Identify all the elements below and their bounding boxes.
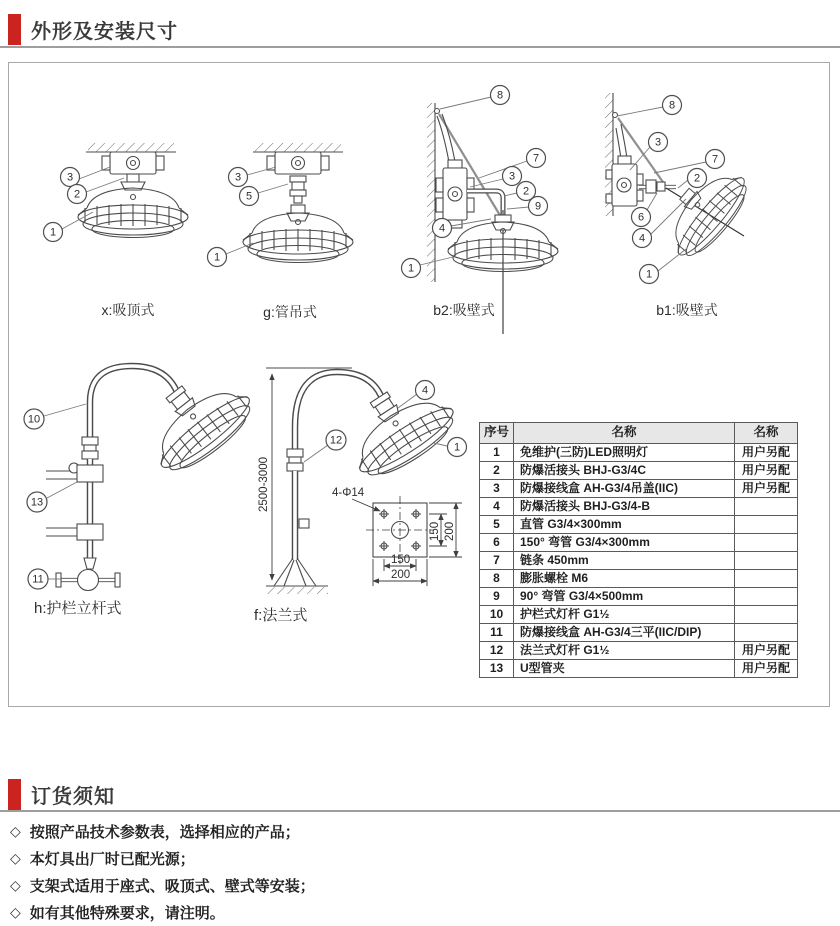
flange-plate-detail — [332, 487, 462, 586]
drawing-wall-mount-b1 — [605, 93, 757, 284]
table-cell: 5 — [480, 516, 514, 534]
flange-dim-150-h: 150 — [391, 554, 411, 566]
table-row — [480, 624, 798, 642]
callout-3: 3 — [234, 171, 242, 184]
section1-title: 外形及安装尺寸 — [31, 21, 178, 43]
callout-1: 1 — [453, 441, 461, 454]
callout-4: 4 — [438, 222, 446, 235]
table-row — [480, 660, 798, 678]
caption-wall-mount-b2: b2:吸壁式 — [433, 302, 495, 318]
table-row — [480, 480, 798, 498]
diamond-bullet-icon: ◇ — [10, 877, 21, 893]
table-cell: 用户另配 — [735, 642, 798, 660]
drawing-guardrail-pole-mount — [24, 358, 261, 590]
col-header-index: 序号 — [480, 423, 514, 444]
callout-6: 6 — [637, 211, 645, 224]
table-cell: 150° 弯管 G3/4×300mm — [514, 534, 735, 552]
note-text: 支架式适用于座式、吸顶式、壁式等安装； — [29, 878, 315, 895]
table-row — [480, 498, 798, 516]
note-text: 按照产品技术参数表，选择相应的产品； — [29, 824, 300, 841]
table-cell: 13 — [480, 660, 514, 678]
table-row — [480, 588, 798, 606]
table-cell: 防爆接线盒 AH-G3/4三平(IIC/DIP) — [514, 624, 735, 642]
note-item — [10, 818, 830, 845]
callout-11: 11 — [32, 573, 44, 586]
caption-pendant-mount: g:管吊式 — [263, 304, 317, 320]
flange-holes-label: 4-Φ14 — [332, 487, 365, 499]
drawing-wall-mount-b2 — [402, 86, 559, 335]
table-row — [480, 462, 798, 480]
callout-2: 2 — [693, 172, 701, 185]
table-cell: 9 — [480, 588, 514, 606]
diamond-bullet-icon: ◇ — [10, 904, 21, 920]
section2-title: 订货须知 — [31, 786, 115, 808]
table-cell: 7 — [480, 552, 514, 570]
table-cell: 直管 G3/4×300mm — [514, 516, 735, 534]
table-row — [480, 534, 798, 552]
table-row — [480, 516, 798, 534]
callout-1: 1 — [645, 268, 653, 281]
drawing-ceiling-mount — [44, 143, 189, 242]
table-cell: 用户另配 — [735, 462, 798, 480]
callout-13: 13 — [30, 496, 44, 509]
table-cell: 免维护(三防)LED照明灯 — [514, 444, 735, 462]
drawing-pendant-mount — [208, 143, 354, 267]
table-row — [480, 444, 798, 462]
callout-10: 10 — [27, 413, 41, 426]
caption-wall-mount-b1: b1:吸壁式 — [656, 302, 718, 318]
section2-rule — [0, 810, 840, 812]
table-cell — [735, 516, 798, 534]
callout-1: 1 — [49, 226, 57, 239]
table-cell: 链条 450mm — [514, 552, 735, 570]
table-cell: 用户另配 — [735, 444, 798, 462]
callout-8: 8 — [496, 89, 504, 102]
table-cell: 10 — [480, 606, 514, 624]
section1-accent-bar — [8, 14, 21, 45]
table-row — [480, 606, 798, 624]
table-cell: 膨胀螺栓 M6 — [514, 570, 735, 588]
callout-1: 1 — [407, 262, 415, 275]
table-cell: 6 — [480, 534, 514, 552]
table-cell — [735, 534, 798, 552]
table-cell: 4 — [480, 498, 514, 516]
note-item — [10, 899, 830, 926]
callout-4: 4 — [421, 384, 429, 397]
note-item — [10, 845, 830, 872]
section1-rule — [0, 46, 840, 48]
table-cell: 3 — [480, 480, 514, 498]
callout-7: 7 — [532, 152, 540, 165]
callout-3: 3 — [508, 170, 516, 183]
table-cell: 用户另配 — [735, 660, 798, 678]
table-cell: 2 — [480, 462, 514, 480]
callout-3: 3 — [66, 171, 74, 184]
flange-dim-150-v: 150 — [429, 521, 441, 541]
table-cell: 防爆活接头 BHJ-G3/4C — [514, 462, 735, 480]
table-cell — [735, 606, 798, 624]
table-cell: 防爆活接头 BHJ-G3/4-B — [514, 498, 735, 516]
table-row — [480, 552, 798, 570]
section2-accent-bar — [8, 779, 21, 810]
table-cell — [735, 552, 798, 570]
caption-guardrail-pole-mount: h:护栏立杆式 — [34, 600, 122, 617]
ordering-notes — [10, 818, 830, 926]
caption-ceiling-mount: x:吸顶式 — [101, 302, 155, 318]
table-cell: U型管夹 — [514, 660, 735, 678]
callout-8: 8 — [668, 99, 676, 112]
callout-7: 7 — [711, 153, 719, 166]
flange-dim-200-v: 200 — [444, 521, 456, 541]
callout-4: 4 — [638, 232, 646, 245]
diamond-bullet-icon: ◇ — [10, 850, 21, 866]
pole-height-dimension: 2500-3000 — [258, 457, 270, 512]
table-cell: 法兰式灯杆 G1½ — [514, 642, 735, 660]
caption-flange-pole-mount: f:法兰式 — [254, 607, 308, 624]
callout-2: 2 — [73, 188, 81, 201]
callout-12: 12 — [329, 434, 343, 447]
diamond-bullet-icon: ◇ — [10, 823, 21, 839]
table-header-row — [480, 423, 798, 444]
table-cell: 1 — [480, 444, 514, 462]
table-cell: 12 — [480, 642, 514, 660]
table-cell: 8 — [480, 570, 514, 588]
table-cell: 90° 弯管 G3/4×500mm — [514, 588, 735, 606]
col-header-name: 名称 — [514, 423, 735, 444]
table-cell — [735, 498, 798, 516]
col-header-remark: 名称 — [735, 423, 798, 444]
callout-5: 5 — [245, 190, 253, 203]
table-cell: 11 — [480, 624, 514, 642]
callout-1: 1 — [213, 251, 221, 264]
callout-9: 9 — [534, 200, 542, 213]
callout-3: 3 — [654, 136, 662, 149]
table-cell — [735, 588, 798, 606]
table-row — [480, 642, 798, 660]
table-row — [480, 570, 798, 588]
drawing-flange-pole-mount — [258, 367, 467, 594]
table-cell: 防爆接线盒 AH-G3/4吊盖(IIC) — [514, 480, 735, 498]
parts-table — [479, 422, 798, 678]
table-cell — [735, 570, 798, 588]
table-cell — [735, 624, 798, 642]
callout-2: 2 — [522, 185, 530, 198]
note-text: 本灯具出厂时已配光源； — [29, 851, 195, 868]
note-text: 如有其他特殊要求，请注明。 — [29, 905, 225, 922]
note-item — [10, 872, 830, 899]
table-cell: 用户另配 — [735, 480, 798, 498]
parts-table-body — [480, 444, 798, 678]
flange-dim-200-h: 200 — [391, 569, 411, 581]
table-cell: 护栏式灯杆 G1½ — [514, 606, 735, 624]
